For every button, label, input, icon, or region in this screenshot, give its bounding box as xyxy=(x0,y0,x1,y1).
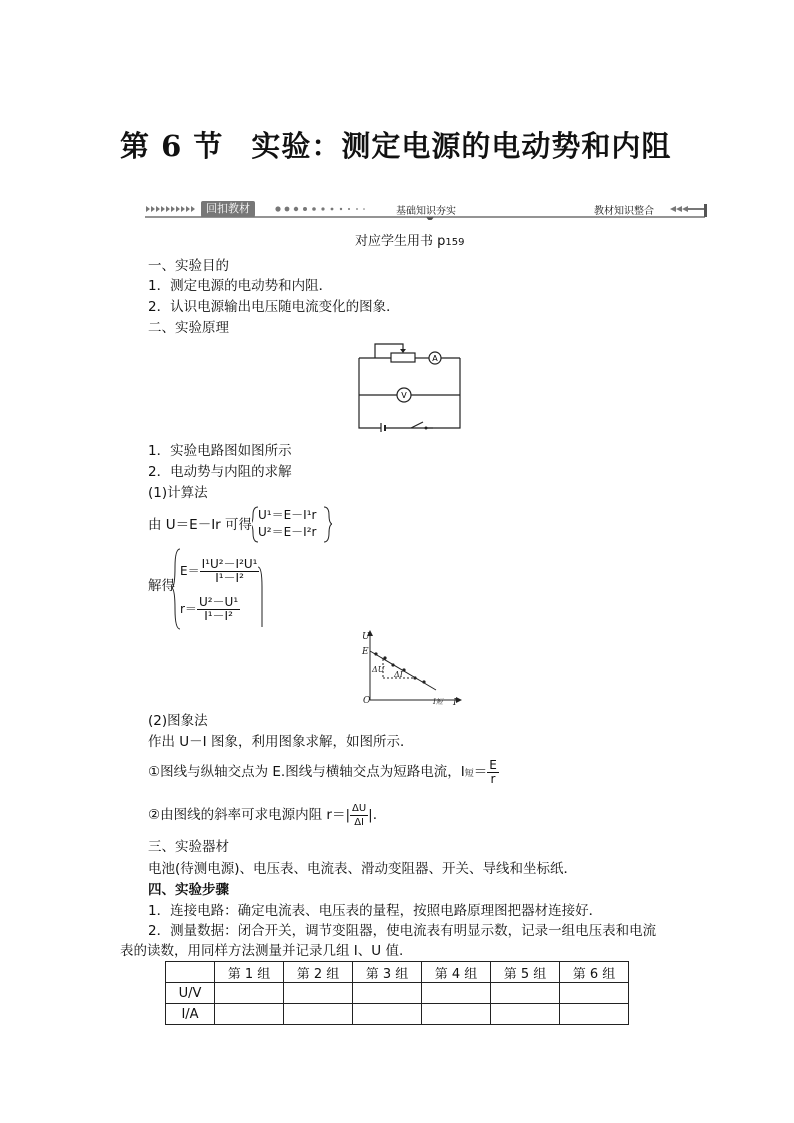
page-title xyxy=(120,124,671,165)
chapter-number: 第 6 节 xyxy=(120,129,224,163)
reference-line xyxy=(355,233,464,252)
list-item: 1．实验电路图如图所示 xyxy=(148,443,292,459)
table-cell xyxy=(491,983,560,1004)
table-row-label: U/V xyxy=(166,983,215,1004)
table-cell xyxy=(215,1004,284,1025)
graph-e-label: E xyxy=(362,647,369,657)
data-table xyxy=(165,961,629,1025)
table-header-cell: 第 5 组 xyxy=(491,962,560,983)
table-cell xyxy=(284,983,353,1004)
table-header-cell: 第 4 组 xyxy=(422,962,491,983)
sub-heading: (1)计算法 xyxy=(148,485,208,501)
r-denominator: I¹－I² xyxy=(204,609,233,623)
table-cell xyxy=(353,1004,422,1025)
point-1-denominator: r xyxy=(490,771,496,786)
paragraph: 2．测量数据：闭合开关，调节变阻器，使电流表有明显示数，记录一组电压表和电流 xyxy=(148,923,657,939)
point-2-end: |. xyxy=(368,807,378,823)
point-1-eq: ＝ xyxy=(473,764,488,780)
banner-badge: 回扣教材 xyxy=(201,201,255,217)
table-cell xyxy=(560,983,629,1004)
point-1-text: ①图线与纵轴交点为 E.图线与横轴交点为短路电流，I xyxy=(148,764,465,780)
r-fraction xyxy=(197,596,240,623)
point-2 xyxy=(148,801,377,829)
e-formula xyxy=(180,558,259,585)
table-cell xyxy=(422,1004,491,1025)
table-cell xyxy=(491,1004,560,1025)
section-heading: 三、实验器材 xyxy=(148,839,229,855)
table-cell xyxy=(560,1004,629,1025)
e-fraction xyxy=(200,558,260,585)
section-heading: 一、实验目的 xyxy=(148,258,229,274)
table-cell xyxy=(422,983,491,1004)
graph-x-axis-label: I xyxy=(453,698,457,708)
point-1-subscript: 短 xyxy=(464,769,474,779)
graph-du-label: ΔU xyxy=(372,665,385,674)
r-formula xyxy=(180,596,240,623)
table-row xyxy=(166,983,629,1004)
list-item: 2．电动势与内阻的求解 xyxy=(148,464,292,480)
point-2-numerator: ΔU xyxy=(352,802,367,814)
voltmeter-label: V xyxy=(401,391,407,400)
sub-heading: (2)图象法 xyxy=(148,713,208,729)
circuit-diagram xyxy=(355,340,465,432)
e-denominator: I¹－I² xyxy=(215,571,244,585)
paragraph: 作出 U－I 图象，利用图象求解，如图所示． xyxy=(148,734,414,750)
table-header-cell: 第 1 组 xyxy=(215,962,284,983)
e-lhs: E＝ xyxy=(180,564,200,578)
graph-di-label: ΔI xyxy=(394,670,403,679)
graph-origin-label: O xyxy=(363,696,371,706)
table-cell xyxy=(215,983,284,1004)
e-numerator: I¹U²－I²U¹ xyxy=(201,557,258,571)
table-header-row xyxy=(166,962,629,983)
table-header-cell: 第 6 组 xyxy=(560,962,629,983)
solution-label: 解得 xyxy=(148,578,175,594)
chapter-name: 实验：测定电源的电动势和内阻 xyxy=(251,129,672,163)
point-2-text: ②由图线的斜率可求电源内阻 r＝| xyxy=(148,807,350,823)
equation-2: U²＝E－I²r xyxy=(258,525,317,539)
table-header-cell: 第 2 组 xyxy=(284,962,353,983)
reference-page: 159 xyxy=(445,237,465,248)
table-header-cell: 第 3 组 xyxy=(353,962,422,983)
banner-right-text: 教材知识整合 xyxy=(594,206,654,217)
r-lhs: r＝ xyxy=(180,602,197,616)
point-2-denominator: ΔI xyxy=(354,816,364,828)
paragraph: 1．连接电路：确定电流表、电压表的量程，按照电路原理图把器材连接好． xyxy=(148,903,603,919)
table-cell xyxy=(284,1004,353,1025)
paragraph: 表的读数，用同样方法测量并记录几组 I、U 值. xyxy=(120,943,404,959)
section-heading: 二、实验原理 xyxy=(148,320,229,336)
table-row-label: I/A xyxy=(166,1004,215,1025)
graph-ishort-label: I短 xyxy=(433,698,443,706)
graph-y-axis-label: U xyxy=(362,632,370,642)
paragraph: 电池(待测电源)、电压表、电流表、滑动变阻器、开关、导线和坐标纸． xyxy=(148,861,578,877)
point-1-numerator: E xyxy=(489,757,497,772)
r-numerator: U²－U¹ xyxy=(198,595,239,609)
point-1 xyxy=(148,758,499,788)
equation-1: U¹＝E－I¹r xyxy=(258,508,317,522)
list-item: 1．测定电源的电动势和内阻． xyxy=(148,278,333,294)
table-header-cell xyxy=(166,962,215,983)
point-2-fraction xyxy=(350,802,368,829)
table-cell xyxy=(353,983,422,1004)
table-row xyxy=(166,1004,629,1025)
point-1-fraction xyxy=(487,759,499,786)
section-heading: 四、实验步骤 xyxy=(148,882,229,898)
equation-intro: 由 U＝E－Ir 可得 xyxy=(148,517,253,533)
ui-graph xyxy=(358,628,468,708)
list-item: 2．认识电源输出电压随电流变化的图象． xyxy=(148,299,400,315)
banner-center-text: 基础知识夯实 xyxy=(396,206,456,217)
reference-text: 对应学生用书 p xyxy=(355,234,446,249)
ammeter-label: A xyxy=(432,354,438,363)
